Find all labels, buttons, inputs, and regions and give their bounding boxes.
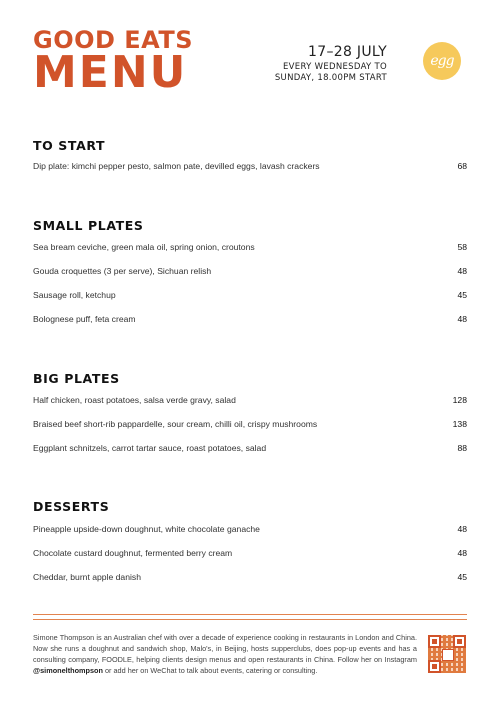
item-price: 138: [452, 419, 467, 429]
item-price: 58: [457, 242, 467, 252]
section-title: BIG PLATES: [33, 371, 120, 386]
menu-item: [33, 524, 467, 538]
brand-title: GOOD EATS: [33, 26, 194, 54]
chef-bio: [33, 632, 417, 676]
item-description: Cheddar, burnt apple danish: [33, 572, 141, 582]
menu-item: [33, 572, 467, 586]
menu-title: MENU: [33, 47, 188, 98]
item-price: 88: [457, 443, 467, 453]
qr-center-logo: [442, 649, 454, 661]
section-small-plates: [33, 218, 467, 328]
qr-finder: [453, 635, 466, 648]
item-description: Eggplant schnitzels, carrot tartar sauce, roast potatoes, salad: [33, 443, 267, 453]
menu-item: [33, 242, 467, 256]
item-description: Dip plate: kimchi pepper pesto, salmon pate, devilled eggs, lavash crackers: [33, 161, 320, 171]
item-description: Chocolate custard doughnut, fermented berry cream: [33, 548, 233, 558]
footer-divider-top: [33, 614, 467, 615]
schedule-line-2: SUNDAY, 18.00PM START: [274, 73, 387, 83]
schedule-line-1: EVERY WEDNESDAY TO: [283, 62, 387, 72]
menu-item: [33, 443, 467, 457]
item-description: Half chicken, roast potatoes, salsa verde gravy, salad: [33, 395, 236, 405]
item-price: 48: [457, 314, 467, 324]
event-dates: [275, 44, 387, 84]
footer-divider-bottom: [33, 619, 467, 620]
section-big-plates: [33, 371, 467, 461]
qr-finder: [428, 635, 441, 648]
menu-item: [33, 395, 467, 409]
menu-item: [33, 419, 467, 433]
section-to-start: [33, 138, 467, 178]
qr-finder: [428, 660, 441, 673]
menu-item: [33, 548, 467, 562]
bio-text: Simone Thompson is an Australian chef with over a decade of experience cooking in restaurants in London and China. Now she runs a doughnut and sandwich shop, Malo's, in Beijing, hosts supperclubs, does pop-up events and has a consulting company, FOODLE, helping clients design menus and open restaurants in China. Follow her on Instagram: [33, 633, 417, 664]
item-price: 68: [457, 161, 467, 171]
menu-item: [33, 161, 467, 175]
item-description: Sausage roll, ketchup: [33, 290, 116, 300]
item-price: 48: [457, 266, 467, 276]
instagram-handle[interactable]: @simonelthompson: [33, 666, 103, 675]
date-range: 17–28 JULY: [308, 44, 387, 60]
menu-header: [33, 28, 467, 98]
menu-item: [33, 266, 467, 280]
item-price: 48: [457, 548, 467, 558]
item-description: Bolognese puff, feta cream: [33, 314, 136, 324]
menu-item: [33, 290, 467, 304]
item-price: 45: [457, 572, 467, 582]
section-desserts: [33, 499, 467, 589]
item-description: Sea bream ceviche, green mala oil, spring onion, croutons: [33, 242, 255, 252]
item-price: 48: [457, 524, 467, 534]
qr-code-icon[interactable]: [428, 635, 466, 673]
item-description: Pineapple upside-down doughnut, white chocolate ganache: [33, 524, 260, 534]
item-price: 128: [452, 395, 467, 405]
bio-text-end: or add her on WeChat to talk about events, catering or consulting.: [102, 666, 318, 675]
item-price: 45: [457, 290, 467, 300]
section-title: DESSERTS: [33, 499, 110, 514]
item-description: Gouda croquettes (3 per serve), Sichuan relish: [33, 266, 212, 276]
menu-item: [33, 314, 467, 328]
section-title: TO START: [33, 138, 106, 153]
section-title: SMALL PLATES: [33, 218, 144, 233]
egg-logo: egg: [423, 42, 461, 80]
item-description: Braised beef short-rib pappardelle, sour cream, chilli oil, crispy mushrooms: [33, 419, 318, 429]
